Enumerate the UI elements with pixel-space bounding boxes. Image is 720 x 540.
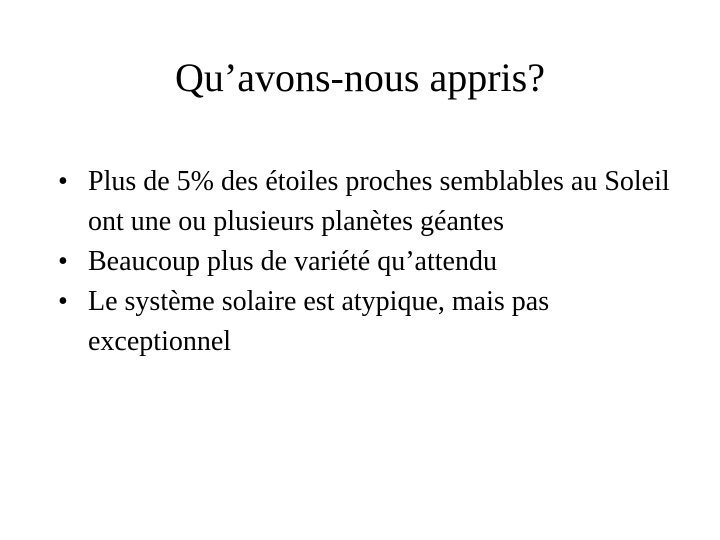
bullet-item [58,282,678,362]
bullet-icon: • [58,166,68,197]
bullet-icon: • [58,246,68,277]
bullet-icon: • [58,286,68,317]
bullet-text: Beaucoup plus de variété qu’attendu [88,246,497,277]
bullet-item [58,242,678,282]
bullet-item [58,162,678,242]
bullet-list [58,162,678,362]
bullet-text: Le système solaire est atypique, mais pas exceptionnel [88,286,550,357]
bullet-text: Plus de 5% des étoiles proches semblables au Soleil ont une ou plusieurs planètes géantes [88,166,670,237]
slide-title: Qu’avons-nous appris? [175,55,545,100]
